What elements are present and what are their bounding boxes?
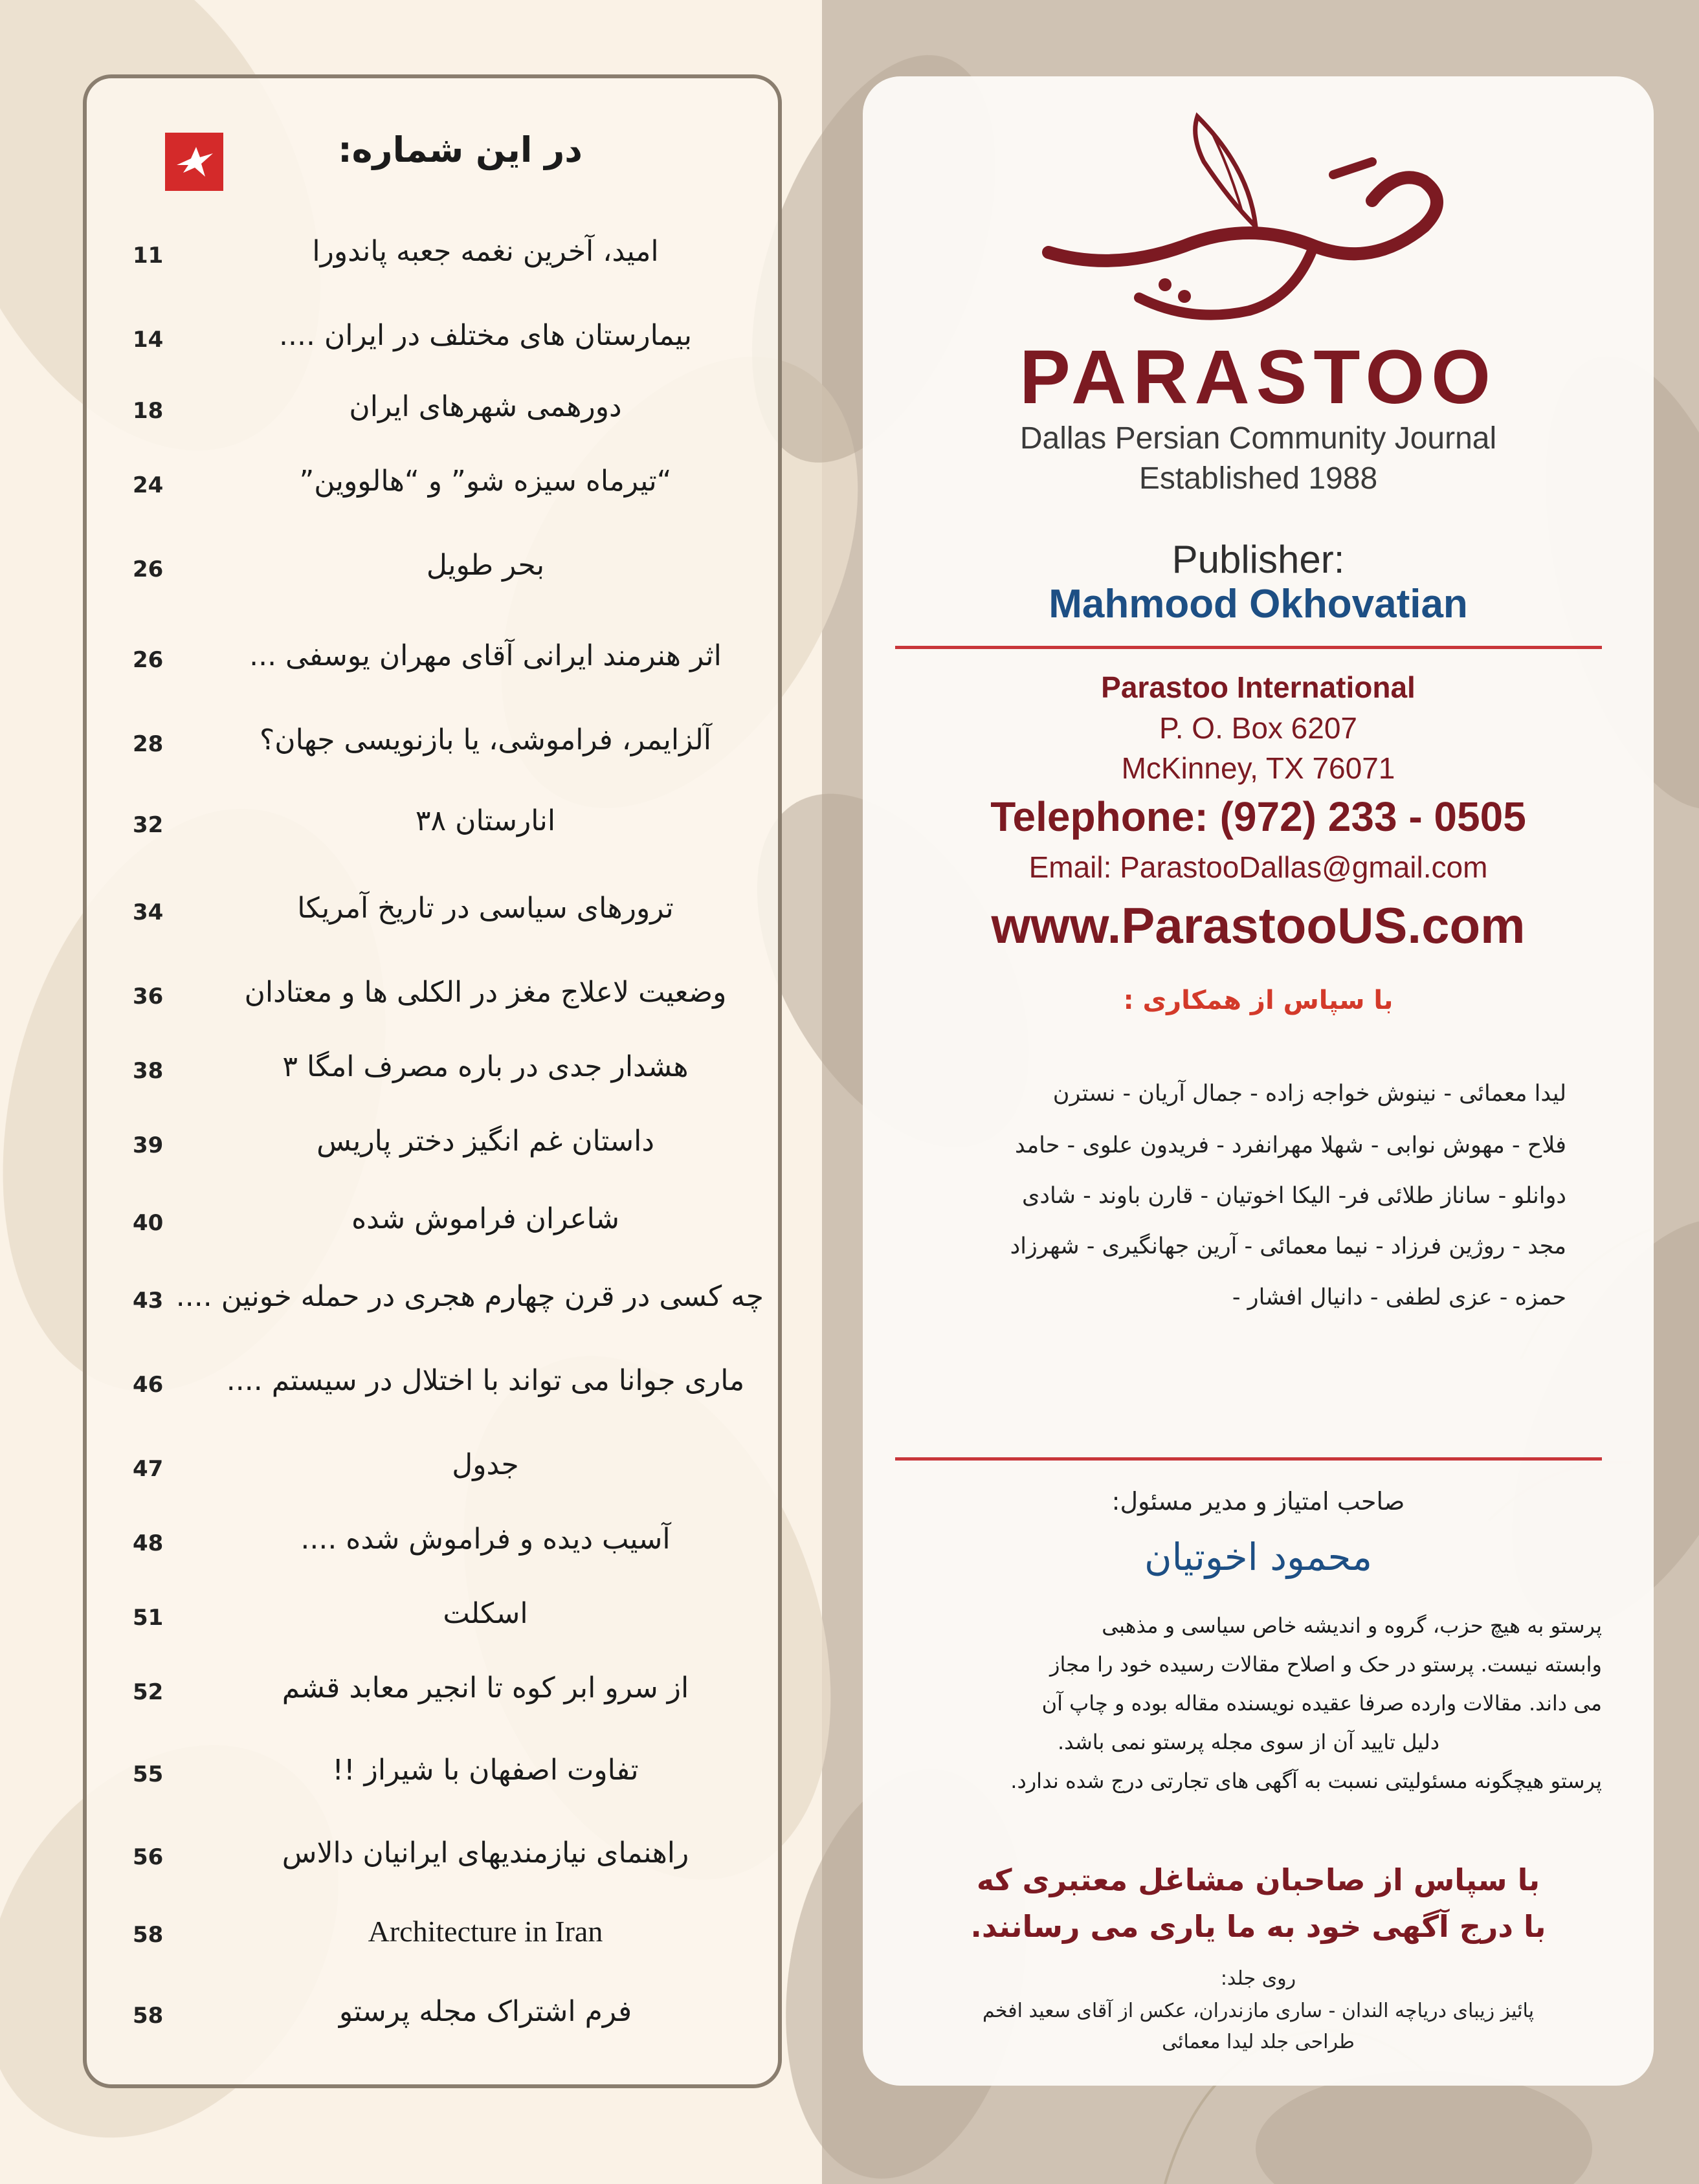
toc-page-number: 52 [133,1679,164,1705]
toc-row[interactable] [104,639,757,712]
contributors-line: مجد - روژین فرزاد - نیما معمائی - آرین جهانگیری - شهرزاد [1010,1233,1566,1259]
toc-row[interactable] [104,1125,757,1197]
toc-row[interactable] [104,723,757,796]
toc-page-number: 14 [133,327,164,353]
brand-name: PARASTOO [1019,335,1497,420]
toc-article-title: هشدار جدی در باره مصرف امگا ۳ [282,1050,689,1083]
telephone: Telephone: (972) 233 - 0505 [990,793,1526,840]
toc-page-number: 28 [133,731,164,757]
toc-row[interactable] [104,235,757,307]
toc-row[interactable] [104,1523,757,1595]
toc-article-title: امید، آخرین نغمه جعبه پاندورا [312,235,659,268]
toc-article-title: وضعیت لاعلاج مغز در الکلی ها و معتادان [244,976,727,1009]
toc-row[interactable] [104,465,757,537]
disclaimer-line: پرستو به هیچ حزب، گروه و اندیشه خاص سیاسی و مذهبی [1102,1613,1602,1638]
toc-article-title: فرم اشتراک مجله پرستو [339,1995,632,2028]
toc-page-number: 56 [133,1844,164,1870]
owner-name: محمود اخوتیان [1144,1535,1373,1579]
toc-page-number: 26 [133,557,164,582]
toc-article-title: آلزایمر، فراموشی، یا بازنویسی جهان؟ [259,723,712,756]
toc-article-title: بیمارستان های مختلف در ایران .... [279,319,692,352]
toc-row[interactable] [104,319,757,392]
disclaimer-line: وابسته نیست. پرستو در حک و اصلاح مقالات رسیده خود را مجاز [1050,1652,1602,1677]
toc-article-title: اثر هنرمند ایرانی آقای مهران یوسفی ... [249,639,722,672]
disclaimer-line: دلیل تایید آن از سوی مجله پرستو نمی باشد. [1057,1730,1440,1754]
toc-row[interactable] [104,1837,757,1909]
po-box: P. O. Box 6207 [1159,711,1358,745]
toc-title: در این شماره: [338,129,583,170]
business-thanks-line: با درج آگهی خود به ما یاری می رسانند. [970,1909,1546,1944]
swallow-logo-icon [165,133,223,191]
publisher-name: Mahmood Okhovatian [1049,582,1468,626]
toc-article-title: “تیرماه سیزه شو” و “هالووین” [299,465,672,498]
org-name: Parastoo International [1101,670,1416,704]
contributors-line: حمزه - عزی لطفی - دانیال افشار - [1232,1285,1566,1310]
toc-page-number: 34 [133,899,164,925]
contributors-label: با سپاس از همکاری : [1123,986,1394,1015]
website-link[interactable]: www.ParastooUS.com [991,897,1526,954]
divider-top [895,646,1602,649]
toc-article-title: چه کسی در قرن چهارم هجری در حمله خونین .... [175,1280,764,1313]
established-year: Established 1988 [1138,461,1378,496]
cover-label: روی جلد: [1220,1967,1296,1990]
toc-row[interactable] [104,804,757,877]
cover-description: پائیز زیبای دریاچه الندان - ساری مازندران، عکس از آقای سعید افخم [982,2000,1535,2022]
toc-page-number: 36 [133,984,164,1009]
disclaimer-line: پرستو هیچگونه مسئولیتی نسبت به آگهی های تجارتی درج شده ندارد. [1010,1769,1602,1793]
toc-page-number: 18 [133,398,164,424]
toc-article-title: بحر طویل [426,549,545,582]
toc-page-number: 58 [133,2003,164,2029]
toc-page-number: 40 [133,1210,164,1236]
toc-row[interactable] [104,549,757,621]
toc-row[interactable] [104,892,757,964]
contributors-line: دوانلو - ساناز طلائی فر- الیکا اخوتیان - قارن باوند - شادی [1022,1183,1566,1209]
toc-row[interactable] [104,1202,757,1275]
toc-page-number: 26 [133,647,164,673]
toc-row[interactable] [104,1995,757,2068]
tagline: Dallas Persian Community Journal [1019,421,1497,456]
toc-article-title: اسکلت [443,1597,528,1630]
toc-row[interactable] [104,1050,757,1123]
toc-row[interactable] [104,1280,764,1352]
toc-article-title: انارستان ۳۸ [415,804,556,837]
toc-article-title: تفاوت اصفهان با شیراز !! [332,1754,639,1787]
toc-row[interactable] [104,1915,757,1987]
business-thanks-line: با سپاس از صاحبان مشاغل معتبری که [976,1862,1540,1897]
cover-design: طراحی جلد لیدا معمائی [1162,2031,1355,2053]
toc-row[interactable] [104,976,757,1048]
toc-page-number: 38 [133,1058,164,1084]
toc-page-number: 48 [133,1530,164,1556]
publisher-label: Publisher: [1172,538,1345,581]
toc-page-number: 24 [133,472,164,498]
toc-page-number: 58 [133,1922,164,1948]
toc-article-title: شاعران فراموش شده [351,1202,619,1235]
email: Email: ParastooDallas@gmail.com [1028,850,1488,884]
toc-page-number: 46 [133,1372,164,1398]
toc-row[interactable] [104,1754,757,1826]
toc-article-title: جدول [452,1448,519,1481]
city-address: McKinney, TX 76071 [1121,751,1395,785]
toc-article-title: داستان غم انگیز دختر پاریس [316,1125,654,1158]
toc-row[interactable] [104,1448,757,1521]
toc-article-title: از سرو ابر کوه تا انجیر معابد قشم [282,1671,689,1704]
toc-page-number: 39 [133,1132,164,1158]
contributors-line: لیدا معمائی - نینوش خواجه زاده - جمال آریان - نسترن [1052,1081,1566,1107]
disclaimer-line: می داند. مقالات وارده صرفا عقیده نویسنده مقاله بوده و چاپ آن [1041,1691,1602,1715]
toc-row[interactable] [104,390,757,463]
parastoo-calligraphy-logo-icon [1036,91,1489,336]
toc-page-number: 43 [133,1288,164,1314]
contributors-line: فلاح - مهوش نوابی - شهلا مهرانفرد - فریدون علوی - حامد [1015,1132,1566,1158]
toc-article-title: ماری جوانا می تواند با اختلال در سیستم .... [226,1364,745,1397]
toc-article-title: ترورهای سیاسی در تاریخ آمریکا [297,892,674,925]
toc-row[interactable] [104,1597,757,1670]
toc-article-title: Architecture in Iran [368,1915,603,1948]
toc-row[interactable] [104,1364,757,1437]
owner-label: صاحب امتیاز و مدیر مسئول: [1111,1487,1405,1516]
toc-row[interactable] [104,1671,757,1744]
toc-article-title: آسیب دیده و فراموش شده .... [300,1523,671,1556]
toc-article-title: راهنمای نیازمندیهای ایرانیان دالاس [282,1837,689,1870]
toc-page-number: 55 [133,1761,164,1787]
toc-page-number: 51 [133,1605,164,1631]
toc-page-number: 32 [133,812,164,838]
toc-article-title: دورهمی شهرهای ایران [349,390,622,423]
toc-page-number: 11 [133,243,164,269]
divider-bottom [895,1457,1602,1461]
toc-page-number: 47 [133,1456,164,1482]
